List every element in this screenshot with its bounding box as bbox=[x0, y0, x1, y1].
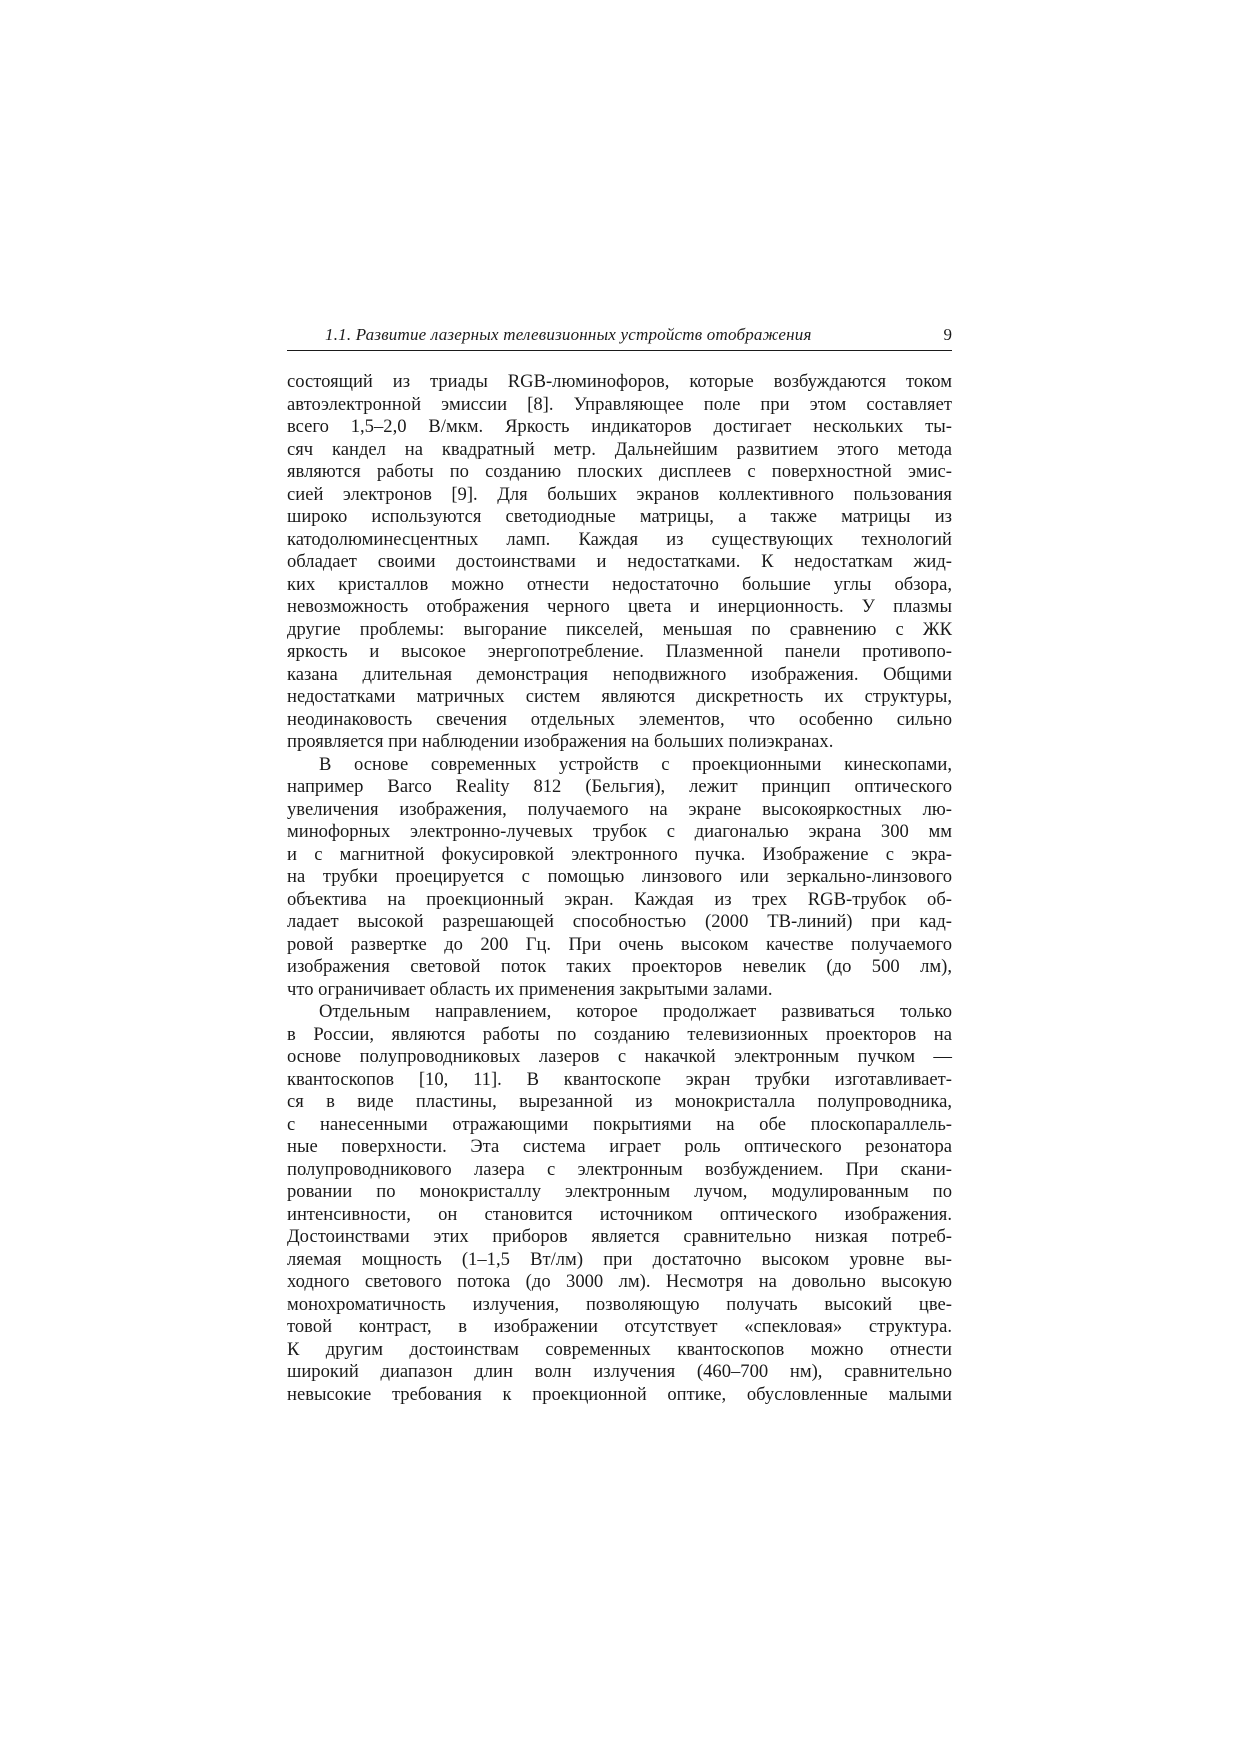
text-line: в России, являются работы по созданию телевизионных проекторов на bbox=[287, 1023, 952, 1045]
body-text bbox=[287, 371, 952, 1406]
text-line: состоящий из триады RGB-люминофоров, которые возбуждаются током bbox=[287, 371, 952, 392]
text-line: ровании по монокристаллу электронным лучом, модулированным по bbox=[287, 1181, 952, 1202]
text-line: Отдельным направлением, которое продолжает развиваться только bbox=[319, 1001, 952, 1022]
text-line: сяч кандел на квадратный метр. Дальнейшим развитием этого метода bbox=[287, 438, 952, 460]
text-line: неодинаковость свечения отдельных элементов, что особенно сильно bbox=[287, 708, 952, 730]
text-line: катодолюминесцентных ламп. Каждая из существующих технологий bbox=[287, 528, 952, 550]
running-head bbox=[287, 324, 952, 351]
text-line: обладает своими достоинствами и недостатками. К недостаткам жид- bbox=[287, 551, 952, 572]
paragraph bbox=[287, 371, 952, 754]
text-line: например Barco Reality 812 (Бельгия), лежит принцип оптического bbox=[287, 776, 952, 797]
text-line: проявляется при наблюдении изображения на больших полиэкранах. bbox=[287, 731, 834, 752]
text-line: являются работы по созданию плоских дисплеев с поверхностной эмис- bbox=[287, 461, 952, 482]
text-line: недостатками матричных систем являются дискретность их структуры, bbox=[287, 686, 952, 707]
text-line: невысокие требования к проекционной оптике, обусловленные малыми bbox=[287, 1383, 952, 1405]
text-line: яркость и высокое энергопотребление. Плазменной панели противопо- bbox=[287, 641, 952, 662]
text-line: В основе современных устройств с проекционными кинескопами, bbox=[319, 753, 952, 775]
paragraph bbox=[287, 1001, 952, 1406]
text-line: ляемая мощность (1–1,5 Вт/лм) при достаточно высоком уровне вы- bbox=[287, 1248, 952, 1270]
text-line: и с магнитной фокусировкой электронного пучка. Изображение с экра- bbox=[287, 843, 952, 865]
text-line: товой контраст, в изображении отсутствует «спекловая» структура. bbox=[287, 1316, 952, 1337]
text-line: широко используются светодиодные матрицы, а также матрицы из bbox=[287, 506, 952, 527]
text-line: квантоскопов [10, 11]. В квантоскопе экран трубки изготавливает- bbox=[287, 1068, 952, 1090]
text-line: увеличения изображения, получаемого на экране высокояркостных лю- bbox=[287, 798, 952, 820]
text-line: объектива на проекционный экран. Каждая из трех RGB-трубок об- bbox=[287, 888, 952, 910]
text-line: минофорных электронно-лучевых трубок с диагональю экрана 300 мм bbox=[287, 821, 952, 842]
text-line: всего 1,5–2,0 В/мкм. Яркость индикаторов достигает нескольких ты- bbox=[287, 416, 952, 437]
text-line: сией электронов [9]. Для больших экранов коллективного пользования bbox=[287, 483, 952, 505]
text-line: полупроводникового лазера с электронным возбуждением. При скани- bbox=[287, 1158, 952, 1180]
text-line: ровой развертке до 200 Гц. При очень высоком качестве получаемого bbox=[287, 933, 952, 955]
text-line: ких кристаллов можно отнести недостаточно большие углы обзора, bbox=[287, 573, 952, 595]
text-line: К другим достоинствам современных квантоскопов можно отнести bbox=[287, 1338, 952, 1360]
paragraph bbox=[287, 754, 952, 1002]
text-line: ся в виде пластины, вырезанной из монокристалла полупроводника, bbox=[287, 1091, 952, 1112]
running-head-title: 1.1. Развитие лазерных телевизионных устройств отображения bbox=[325, 325, 812, 344]
text-line: Достоинствами этих приборов является сравнительно низкая потреб- bbox=[287, 1226, 952, 1247]
text-line: ходного светового потока (до 3000 лм). Несмотря на довольно высокую bbox=[287, 1271, 952, 1292]
text-line: изображения световой поток таких проекторов невелик (до 500 лм), bbox=[287, 956, 952, 977]
text-line: что ограничивает область их применения закрытыми залами. bbox=[287, 978, 773, 1000]
text-line: с нанесенными отражающими покрытиями на обе плоскопараллель- bbox=[287, 1113, 952, 1135]
text-line: широкий диапазон длин волн излучения (460–700 нм), сравнительно bbox=[287, 1361, 952, 1382]
page-number: 9 bbox=[943, 325, 952, 344]
text-line: ладает высокой разрешающей способностью (2000 ТВ-линий) при кад- bbox=[287, 911, 952, 932]
text-line: казана длительная демонстрация неподвижного изображения. Общими bbox=[287, 663, 952, 685]
text-line: другие проблемы: выгорание пикселей, меньшая по сравнению с ЖК bbox=[287, 618, 952, 640]
text-line: интенсивности, он становится источником оптического изображения. bbox=[287, 1203, 952, 1225]
text-line: ные поверхности. Эта система играет роль оптического резонатора bbox=[287, 1136, 952, 1157]
text-line: автоэлектронной эмиссии [8]. Управляющее поле при этом составляет bbox=[287, 393, 952, 415]
text-line: монохроматичность излучения, позволяющую получать высокий цве- bbox=[287, 1293, 952, 1315]
text-line: невозможность отображения черного цвета и инерционность. У плазмы bbox=[287, 596, 952, 617]
text-line: на трубки проецируется с помощью линзового или зеркально-линзового bbox=[287, 866, 952, 887]
text-line: основе полупроводниковых лазеров с накачкой электронным пучком — bbox=[287, 1046, 952, 1067]
